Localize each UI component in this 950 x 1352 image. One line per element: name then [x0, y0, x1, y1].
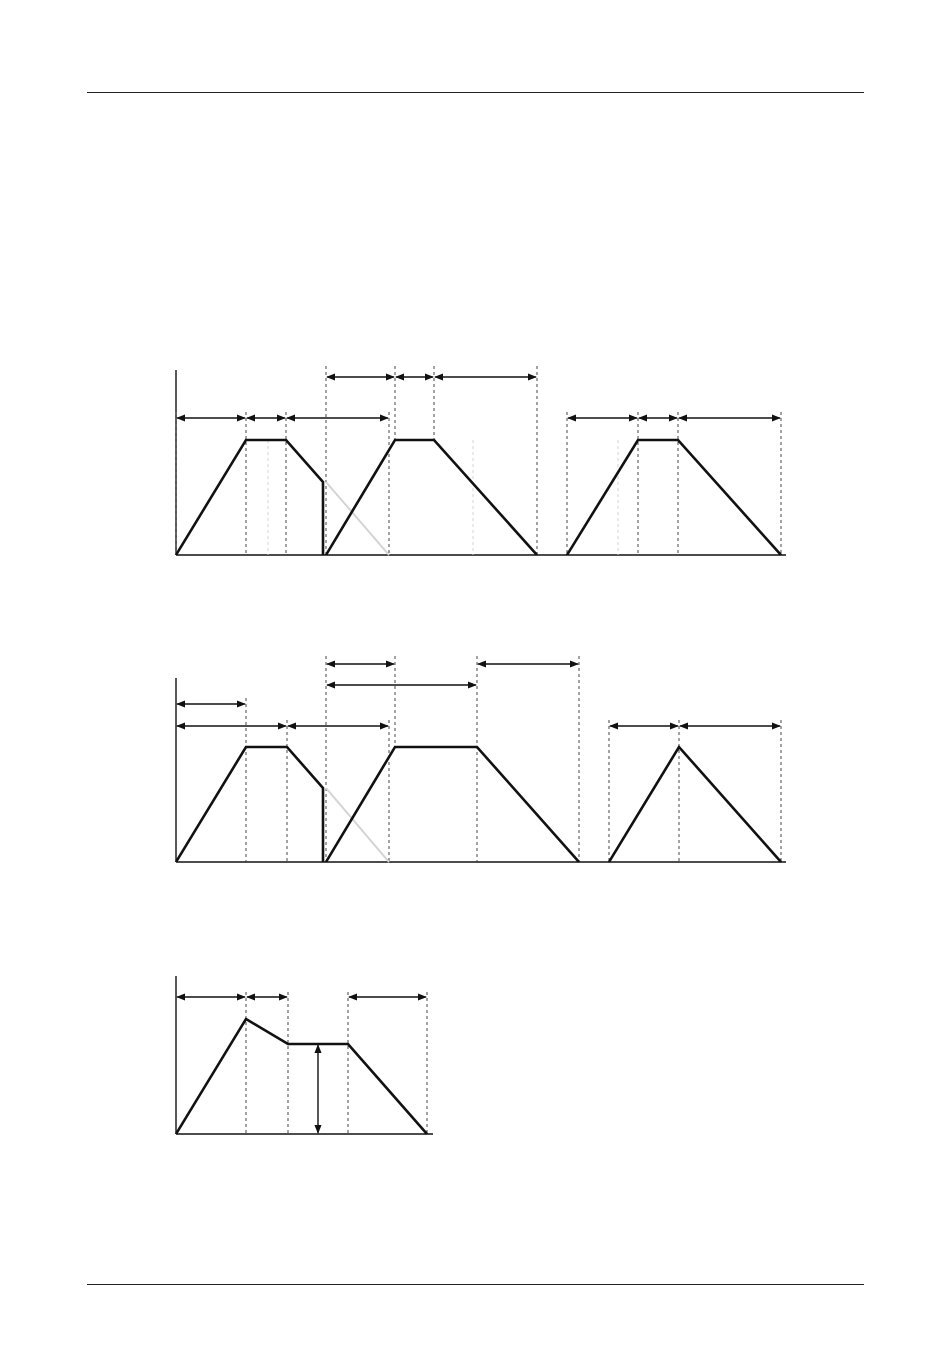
guide-lines: [246, 656, 781, 862]
envelope-diagram-2: [176, 656, 786, 862]
timing-arrows: [177, 377, 780, 418]
envelope-curve-3: [567, 440, 781, 555]
timing-arrows: [177, 664, 780, 726]
envelope-curve-1: [176, 747, 323, 862]
envelope-curve-1: [176, 440, 323, 555]
envelope-curve-3: [609, 747, 781, 862]
envelope-curve-2: [326, 747, 579, 862]
guide-lines: [176, 366, 781, 555]
envelope-diagram-3: [176, 976, 433, 1134]
envelope-curve-2: [326, 440, 537, 555]
envelope-curve: [176, 1019, 427, 1134]
ghost-release: [326, 482, 389, 555]
envelope-diagram-1: [176, 366, 786, 555]
faint-guides: [268, 440, 618, 555]
guide-lines: [246, 992, 427, 1134]
ghost-release: [326, 788, 389, 862]
